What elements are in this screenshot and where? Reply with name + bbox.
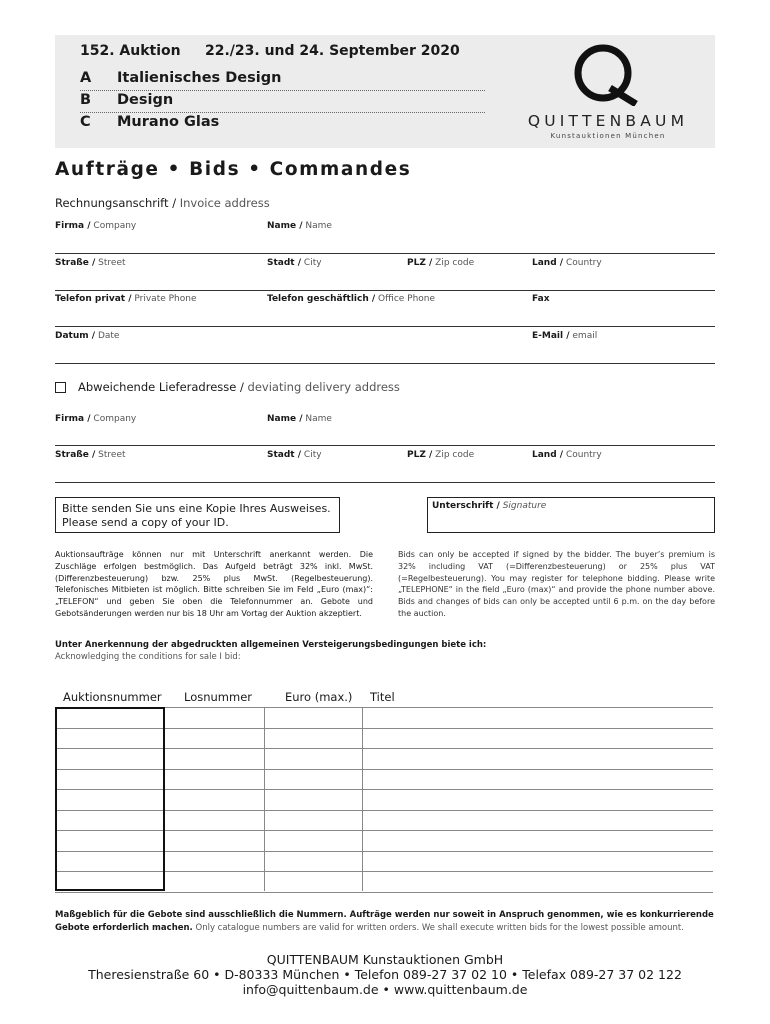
field-zip[interactable] [407, 258, 474, 268]
field-label-en: Zip code [435, 450, 475, 460]
field-rule [55, 363, 715, 364]
field-label-en: Company [93, 221, 137, 231]
field-label-en: Name [305, 221, 332, 231]
field-rule [55, 482, 715, 483]
id-notice-de: Bitte senden Sie uns eine Kopie Ihres Ausweises. [62, 502, 331, 515]
page-title: Aufträge • Bids • Commandes [55, 159, 412, 180]
field-label-de: Telefon geschäftlich / [267, 294, 376, 304]
numbers-note [55, 909, 715, 934]
field-label-en: Office Phone [378, 294, 436, 304]
footer-address: Theresienstraße 60 • D-80333 München • Telefon 089-27 37 02 10 • Telefax 089-27 37 02 122 [88, 967, 682, 982]
section-letter: A [80, 70, 92, 86]
col-header-auction-number: Auktionsnummer [63, 690, 162, 704]
id-copy-notice [55, 497, 340, 533]
field-label-de: Straße / [55, 450, 96, 460]
field-label-en: Zip code [435, 258, 475, 268]
table-row-line [55, 892, 713, 893]
field-label-en: Date [97, 331, 120, 341]
delivery-field-country[interactable] [532, 450, 602, 460]
section-row-a [80, 70, 485, 91]
dotted-divider [80, 90, 485, 91]
col-header-euro-max: Euro (max.) [285, 690, 353, 704]
note-en: Only catalogue numbers are valid for written orders. We shall execute written bids for the lowest possible amount. [195, 922, 684, 933]
id-notice-en: Please send a copy of your ID. [62, 516, 229, 529]
delivery-field-zip[interactable] [407, 450, 474, 460]
field-label-en: City [303, 450, 322, 460]
field-label-de: Name / [267, 414, 303, 424]
section-title: Italienisches Design [117, 70, 282, 86]
field-label-de: Stadt / [267, 450, 302, 460]
field-street[interactable] [55, 258, 126, 268]
terms-english: Bids can only be accepted if signed by the bidder. The buyer’s premium is 32% including VAT (=Differenzbesteuerung) or 25% plus VAT (=Regelbesteuerung). You may register for telephone bidding. Please write „TELEPHONE“ in the field „Euro (max)“ and provide the phone number above. Bids and changes of bids can only be accepted until 6 p.m. on the day before the auction. [398, 550, 715, 618]
table-column-line [264, 707, 265, 891]
section-title: Murano Glas [117, 114, 220, 130]
auction-heading: 152. Auktion 22./23. und 24. September 2020 [80, 43, 460, 59]
section-letter: B [80, 92, 92, 108]
q-logo-icon [570, 44, 640, 106]
field-label-en: Street [98, 258, 126, 268]
footer-contact[interactable]: info@quittenbaum.de • www.quittenbaum.de [242, 982, 528, 997]
col-header-lot-number: Losnummer [184, 690, 253, 704]
ack-en: Acknowledging the conditions for sale I bid: [55, 652, 241, 662]
delivery-checkbox[interactable] [55, 382, 66, 393]
field-label-de: Name / [267, 221, 303, 231]
field-label-de: E-Mail / [532, 331, 570, 341]
field-office-phone[interactable] [267, 294, 435, 304]
delivery-heading-de: Abweichende Lieferadresse / [78, 380, 244, 394]
logo-wordmark: QUITTENBAUM [527, 112, 689, 130]
field-country[interactable] [532, 258, 602, 268]
table-column-line [362, 707, 363, 891]
section-title: Design [117, 92, 174, 108]
field-label-de: PLZ / [407, 450, 433, 460]
field-label-de: Land / [532, 450, 564, 460]
field-label-de: Telefon privat / [55, 294, 132, 304]
field-rule [55, 326, 715, 327]
field-label-de: Datum / [55, 331, 96, 341]
delivery-field-city[interactable] [267, 450, 322, 460]
field-company[interactable] [55, 221, 136, 231]
auction-number-column-box[interactable] [55, 707, 165, 891]
invoice-heading [55, 196, 270, 210]
signature-label-de: Unterschrift / [432, 501, 500, 511]
footer-company: QUITTENBAUM Kunstauktionen GmbH [266, 952, 504, 967]
acknowledgement [55, 639, 486, 663]
field-label-en: Name [305, 414, 332, 424]
field-label-de: Stadt / [267, 258, 302, 268]
ack-de: Unter Anerkennung der abgedruckten allgemeinen Versteigerungsbedingungen biete ich: [55, 640, 487, 650]
field-label-en: Private Phone [134, 294, 197, 304]
field-label-de: Land / [532, 258, 564, 268]
section-row-c [80, 114, 485, 135]
field-rule [55, 253, 715, 254]
field-rule [55, 290, 715, 291]
field-email[interactable] [532, 331, 597, 341]
field-private-phone[interactable] [55, 294, 197, 304]
col-header-title: Titel [370, 690, 395, 704]
invoice-heading-de: Rechnungsanschrift / [55, 196, 177, 210]
field-label-de: Fax [532, 294, 550, 304]
field-fax[interactable] [532, 294, 550, 304]
signature-field[interactable] [427, 497, 715, 533]
dotted-divider [80, 112, 485, 113]
field-label-de: Firma / [55, 414, 91, 424]
field-label-en: email [572, 331, 598, 341]
field-label-en: Country [565, 450, 602, 460]
field-label-en: Country [565, 258, 602, 268]
logo-tagline: Kunstauktionen München [550, 132, 666, 140]
section-row-b [80, 92, 485, 113]
field-name[interactable] [267, 221, 332, 231]
field-label-en: Company [93, 414, 137, 424]
delivery-heading [78, 380, 400, 394]
invoice-heading-en: Invoice address [179, 196, 270, 210]
delivery-heading-en: deviating delivery address [247, 380, 400, 394]
delivery-field-company[interactable] [55, 414, 136, 424]
field-label-de: PLZ / [407, 258, 433, 268]
quittenbaum-logo [508, 44, 708, 144]
field-city[interactable] [267, 258, 322, 268]
delivery-field-street[interactable] [55, 450, 126, 460]
field-date[interactable] [55, 331, 119, 341]
field-rule [55, 445, 715, 446]
field-label-en: Street [98, 450, 126, 460]
field-label-de: Straße / [55, 258, 96, 268]
signature-label-en: Signature [502, 501, 547, 511]
section-letter: C [80, 114, 91, 130]
field-label-de: Firma / [55, 221, 91, 231]
terms-german: Auktionsaufträge können nur mit Unterschrift anerkannt werden. Die Zuschläge erfolgen bestmöglich. Das Aufgeld beträgt 32% inkl. MwSt. (Differenzbesteuerung) bzw. 25% plus MwSt. (Regelbesteuerung). Telefonisches Mitbieten ist möglich. Bitte schreiben Sie im Feld „Euro (max)“: „TELEFON“ und geben Sie oben die Telefonnummer an. Gebote und Gebotsänderungen werden nur bis 18 Uhr am Vortag der Auktion akzeptiert. [55, 550, 373, 618]
delivery-field-name[interactable] [267, 414, 332, 424]
field-label-en: City [303, 258, 322, 268]
note-de: Maßgeblich für die Gebote sind ausschließlich die Nummern. Aufträge werden nur soweit in Anspruch genommen, wie es konkurrierende Gebote erforderlich machen. [55, 910, 714, 933]
